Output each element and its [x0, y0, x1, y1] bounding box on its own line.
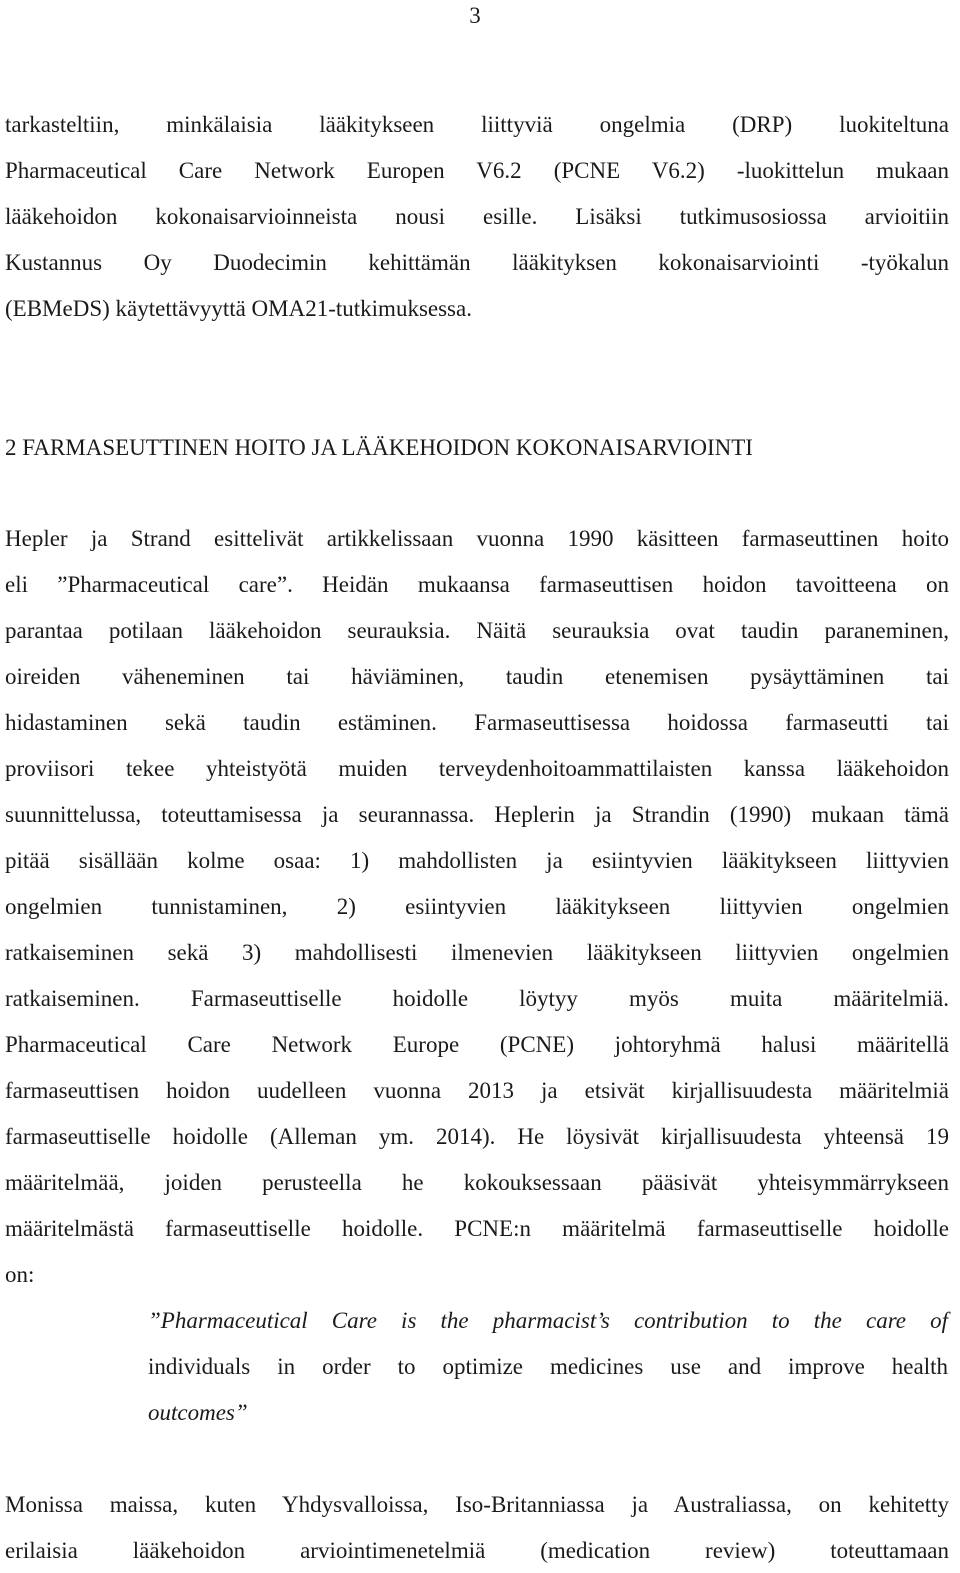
- text-line: farmaseuttiselle hoidolle (Alleman ym. 2014). He löysivät kirjallisuudesta yhteensä 19: [5, 1124, 949, 1149]
- text-line: Kustannus Oy Duodecimin kehittämän lääkityksen kokonaisarviointi -työkalun: [5, 250, 949, 275]
- section-heading: 2 FARMASEUTTINEN HOITO JA LÄÄKEHOIDON KOKONAISARVIOINTI: [5, 435, 753, 460]
- quote-line: individuals in order to optimize medicines use and improve health: [148, 1354, 948, 1379]
- text-line: määritelmästä farmaseuttiselle hoidolle. PCNE:n määritelmä farmaseuttiselle hoidolle: [5, 1216, 949, 1241]
- text-line: Pharmaceutical Care Network Europe (PCNE) johtoryhmä halusi määritellä: [5, 1032, 949, 1057]
- page-number: 3: [469, 3, 481, 28]
- text-line: Hepler ja Strand esittelivät artikkelissaan vuonna 1990 käsitteen farmaseuttinen hoito: [5, 526, 949, 551]
- text-line: Pharmaceutical Care Network Europen V6.2 (PCNE V6.2) -luokittelun mukaan: [5, 158, 949, 183]
- text-line: ratkaiseminen. Farmaseuttiselle hoidolle löytyy myös muita määritelmiä.: [5, 986, 949, 1011]
- text-line: oireiden väheneminen tai häviäminen, taudin etenemisen pysäyttäminen tai: [5, 664, 949, 689]
- text-line: erilaisia lääkehoidon arviointimenetelmiä (medication review) toteuttamaan: [5, 1538, 949, 1563]
- quote-line: outcomes”: [148, 1400, 248, 1425]
- text-line: hidastaminen sekä taudin estäminen. Farmaseuttisessa hoidossa farmaseutti tai: [5, 710, 949, 735]
- text-line: on:: [5, 1262, 35, 1287]
- quote-line: ”Pharmaceutical Care is the pharmacist’s contribution to the care of: [148, 1308, 948, 1333]
- text-line: parantaa potilaan lääkehoidon seurauksia. Näitä seurauksia ovat taudin paraneminen,: [5, 618, 949, 643]
- text-line: suunnittelussa, toteuttamisessa ja seurannassa. Heplerin ja Strandin (1990) mukaan tämä: [5, 802, 949, 827]
- text-line: tarkasteltiin, minkälaisia lääkitykseen liittyviä ongelmia (DRP) luokiteltuna: [5, 112, 949, 137]
- text-line: pitää sisällään kolme osaa: 1) mahdollisten ja esiintyvien lääkitykseen liittyvien: [5, 848, 949, 873]
- text-line: eli ”Pharmaceutical care”. Heidän mukaansa farmaseuttisen hoidon tavoitteena on: [5, 572, 949, 597]
- text-line: ratkaiseminen sekä 3) mahdollisesti ilmenevien lääkitykseen liittyvien ongelmien: [5, 940, 949, 965]
- text-line: (EBMeDS) käytettävyyttä OMA21-tutkimuksessa.: [5, 296, 472, 321]
- text-line: määritelmää, joiden perusteella he kokouksessaan pääsivät yhteisymmärrykseen: [5, 1170, 949, 1195]
- text-line: Monissa maissa, kuten Yhdysvalloissa, Iso-Britanniassa ja Australiassa, on kehitetty: [5, 1492, 949, 1517]
- text-line: ongelmien tunnistaminen, 2) esiintyvien lääkitykseen liittyvien ongelmien: [5, 894, 949, 919]
- text-line: proviisori tekee yhteistyötä muiden terveydenhoitoammattilaisten kanssa lääkehoidon: [5, 756, 949, 781]
- text-line: farmaseuttisen hoidon uudelleen vuonna 2013 ja etsivät kirjallisuudesta määritelmiä: [5, 1078, 949, 1103]
- text-line: lääkehoidon kokonaisarvioinneista nousi esille. Lisäksi tutkimusosiossa arvioitiin: [5, 204, 949, 229]
